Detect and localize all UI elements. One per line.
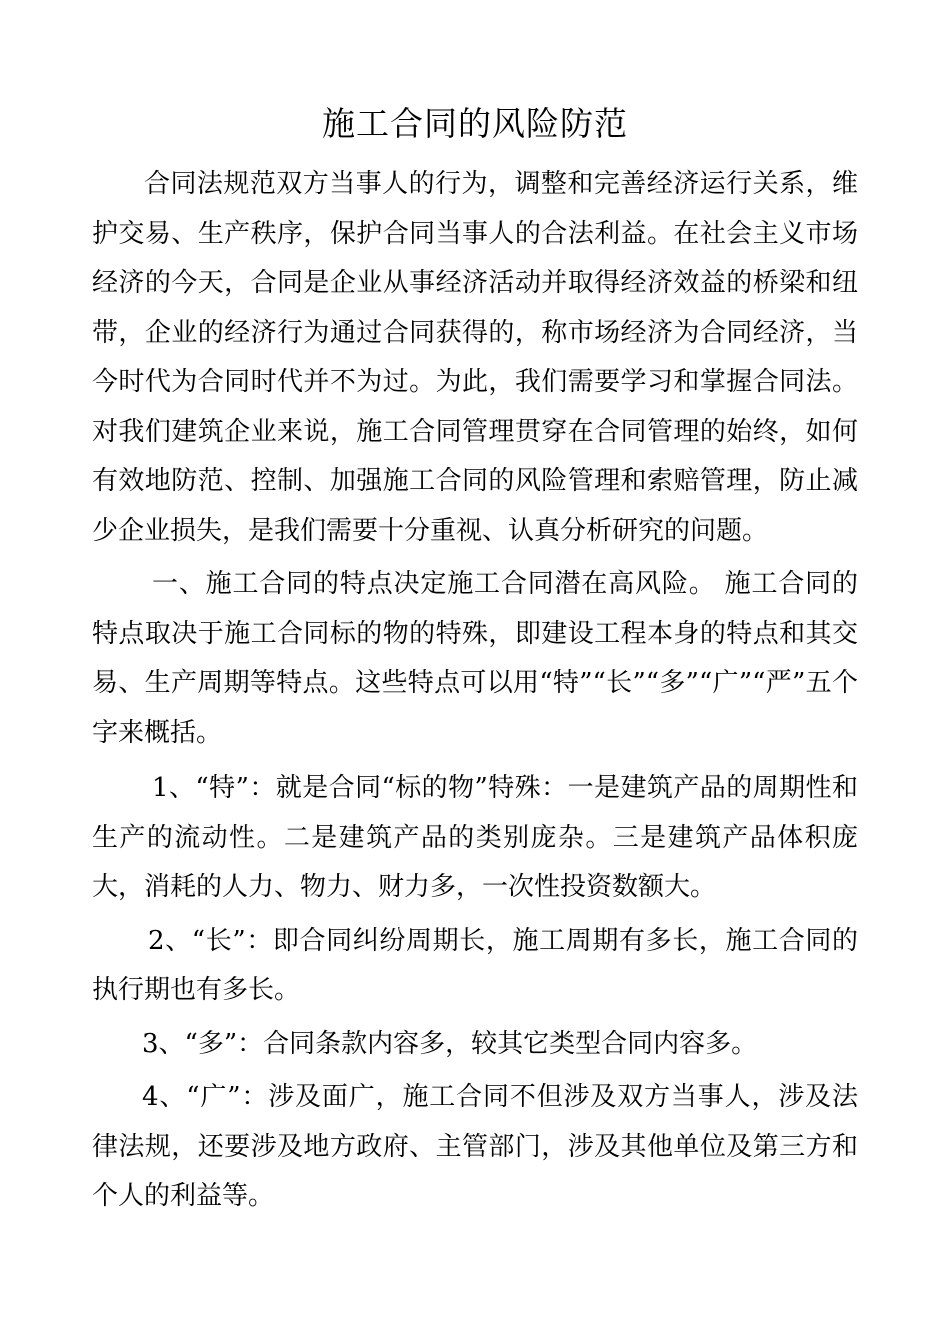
paragraph-item-4: 4、“广”：涉及面广，施工合同不但涉及双方当事人，涉及法律法规，还要涉及地方政府、主管部门，涉及其他单位及第三方和个人的利益等。 [92,1082,858,1211]
document-body [92,160,858,1222]
paragraph-item-1: 1、“特”：就是合同“标的物”特殊：一是建筑产品的周期性和生产的流动性。二是建筑产品的类别庞杂。三是建筑产品体积庞大，消耗的人力、物力、财力多，一次性投资数额大。 [92,773,858,902]
document-title: 施工合同的风险防范 [322,104,628,143]
paragraph-item-2: 2、“长”：即合同纠纷周期长，施工周期有多长，施工合同的执行期也有多长。 [92,925,858,1005]
paragraph-intro: 合同法规范双方当事人的行为，调整和完善经济运行关系，维护交易、生产秩序，保护合同当事人的合法利益。在社会主义市场经济的今天，合同是企业从事经济活动并取得经济效益的桥梁和纽带，企业的经济行为通过合同获得的，称市场经济为合同经济，当今时代为合同时代并不为过。为此，我们需要学习和掌握合同法。对我们建筑企业来说，施工合同管理贯穿在合同管理的始终，如何有效地防范、控制、加强施工合同的风险管理和索赔管理，防止减少企业损失，是我们需要十分重视、认真分析研究的问题。 [92,169,858,546]
paragraph-section-1: 一、施工合同的特点决定施工合同潜在高风险。 施工合同的特点取决于施工合同标的物的特殊，即建设工程本身的特点和其交易、生产周期等特点。这些特点可以用“特”“长”“多”“广”“严”五个字来概括。 [92,569,858,748]
paragraph-item-3: 3、“多”：合同条款内容多，较其它类型合同内容多。 [142,1028,758,1059]
